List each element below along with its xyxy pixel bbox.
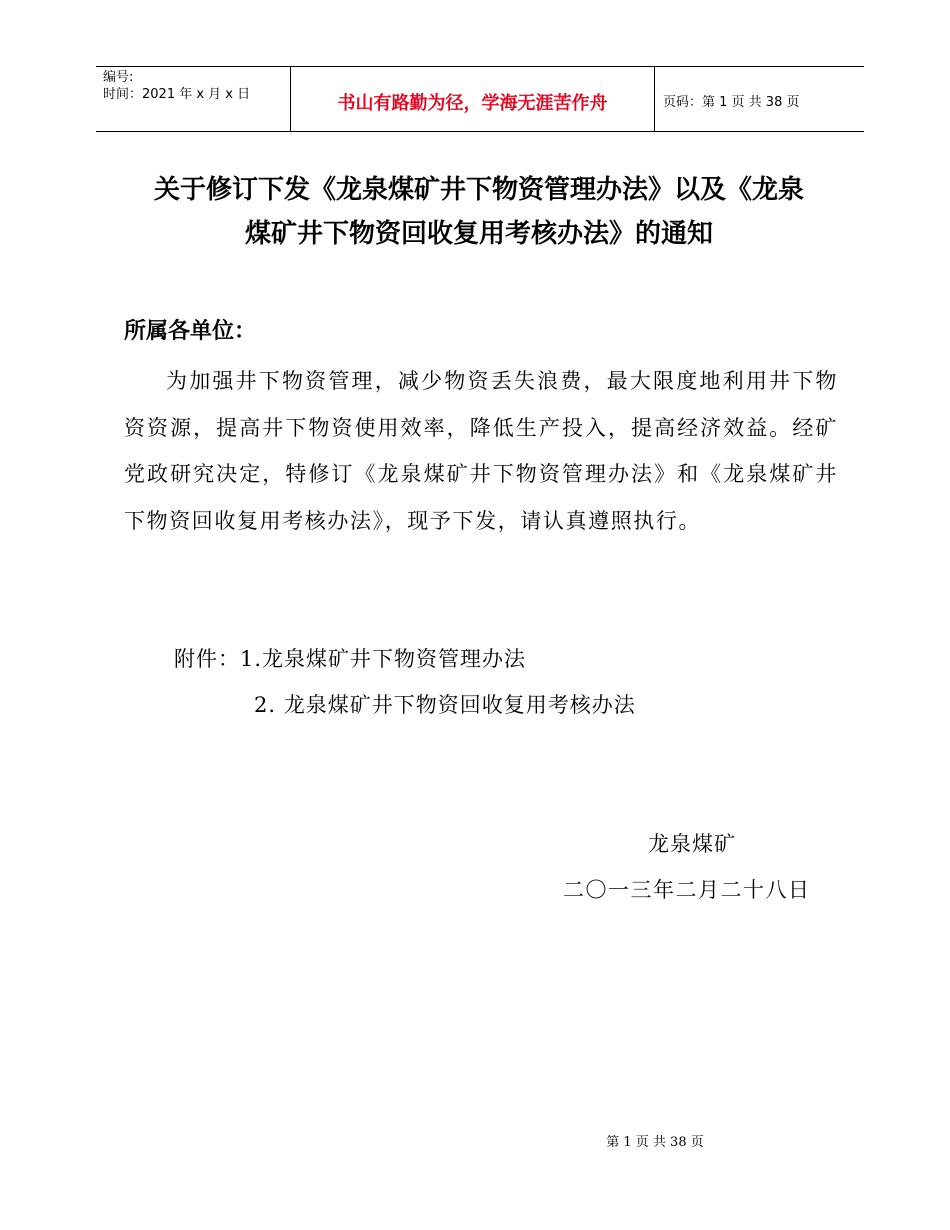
header-motto: 书山有路勤为径，学海无涯苦作舟 — [291, 67, 655, 131]
attachment-label: 附件： — [174, 647, 240, 671]
title-line-1: 关于修订下发《龙泉煤矿井下物资管理办法》以及《龙泉 — [153, 175, 804, 205]
issue-date: 二〇一三年二月二十八日 — [563, 878, 811, 902]
header-page-info: 页码：第 1 页 共 38 页 — [663, 95, 800, 110]
document-title — [95, 168, 863, 256]
title-line-2: 煤矿井下物资回收复用考核办法》的通知 — [244, 219, 713, 249]
attachment-item: 2. 龙泉煤矿井下物资回收复用考核办法 — [254, 693, 636, 717]
time-label: 时间：2021 年 x 月 x 日 — [103, 87, 251, 102]
attachment-row-2 — [174, 682, 636, 728]
page-footer: 第 1 页 共 38 页 — [606, 1135, 704, 1150]
header-meta — [96, 67, 291, 131]
serial-label: 编号: — [103, 70, 134, 85]
page-header — [96, 66, 864, 132]
signer: 龙泉煤矿 — [648, 832, 736, 856]
attachment-item: 1.龙泉煤矿井下物资管理办法 — [240, 647, 527, 671]
attachments-section — [174, 636, 636, 728]
attachment-row-1 — [174, 636, 636, 682]
body-paragraph: 为加强井下物资管理，减少物资丢失浪费，最大限度地利用井下物资资源，提高井下物资使用效率，降低生产投入，提高经济效益。经矿党政研究决定，特修订《龙泉煤矿井下物资管理办法》和《龙泉煤矿井下物资回收复用考核办法》，现予下发，请认真遵照执行。 — [124, 369, 838, 533]
salutation: 所属各单位： — [124, 319, 257, 344]
